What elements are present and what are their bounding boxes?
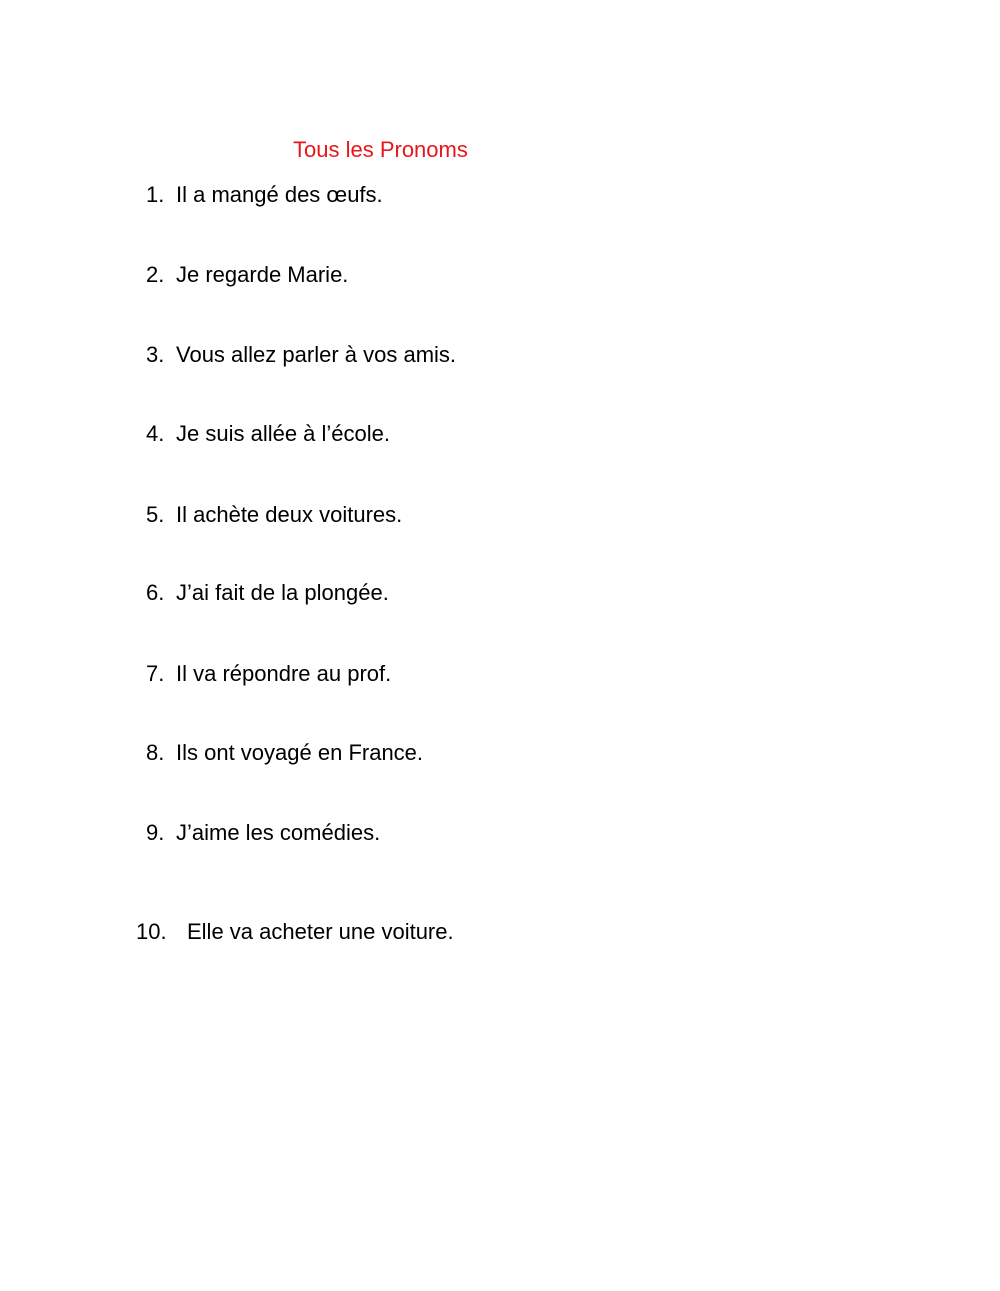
item-number: 4. xyxy=(146,421,165,446)
item-number: 1. xyxy=(146,182,165,207)
item-number: 3. xyxy=(146,342,165,367)
item-text: Je suis allée à l’école. xyxy=(176,421,391,446)
item-text: Je regarde Marie. xyxy=(176,262,349,287)
item-number: 5. xyxy=(146,502,165,527)
item-text: Il va répondre au prof. xyxy=(176,661,392,686)
item-text: Vous allez parler à vos amis. xyxy=(176,342,457,367)
item-text: Il achète deux voitures. xyxy=(176,502,403,527)
item-text: Ils ont voyagé en France. xyxy=(176,740,424,765)
worksheet-title: Tous les Pronoms xyxy=(293,137,468,162)
item-text: Il a mangé des œufs. xyxy=(176,182,383,207)
item-number: 7. xyxy=(146,661,165,686)
item-text: J’aime les comédies. xyxy=(176,820,381,845)
item-number: 9. xyxy=(146,820,165,845)
item-number: 8. xyxy=(146,740,165,765)
item-text: J’ai fait de la plongée. xyxy=(176,580,389,605)
item-number: 2. xyxy=(146,262,165,287)
item-number: 6. xyxy=(146,580,165,605)
item-text: Elle va acheter une voiture. xyxy=(187,919,454,944)
item-number: 10. xyxy=(136,919,167,944)
